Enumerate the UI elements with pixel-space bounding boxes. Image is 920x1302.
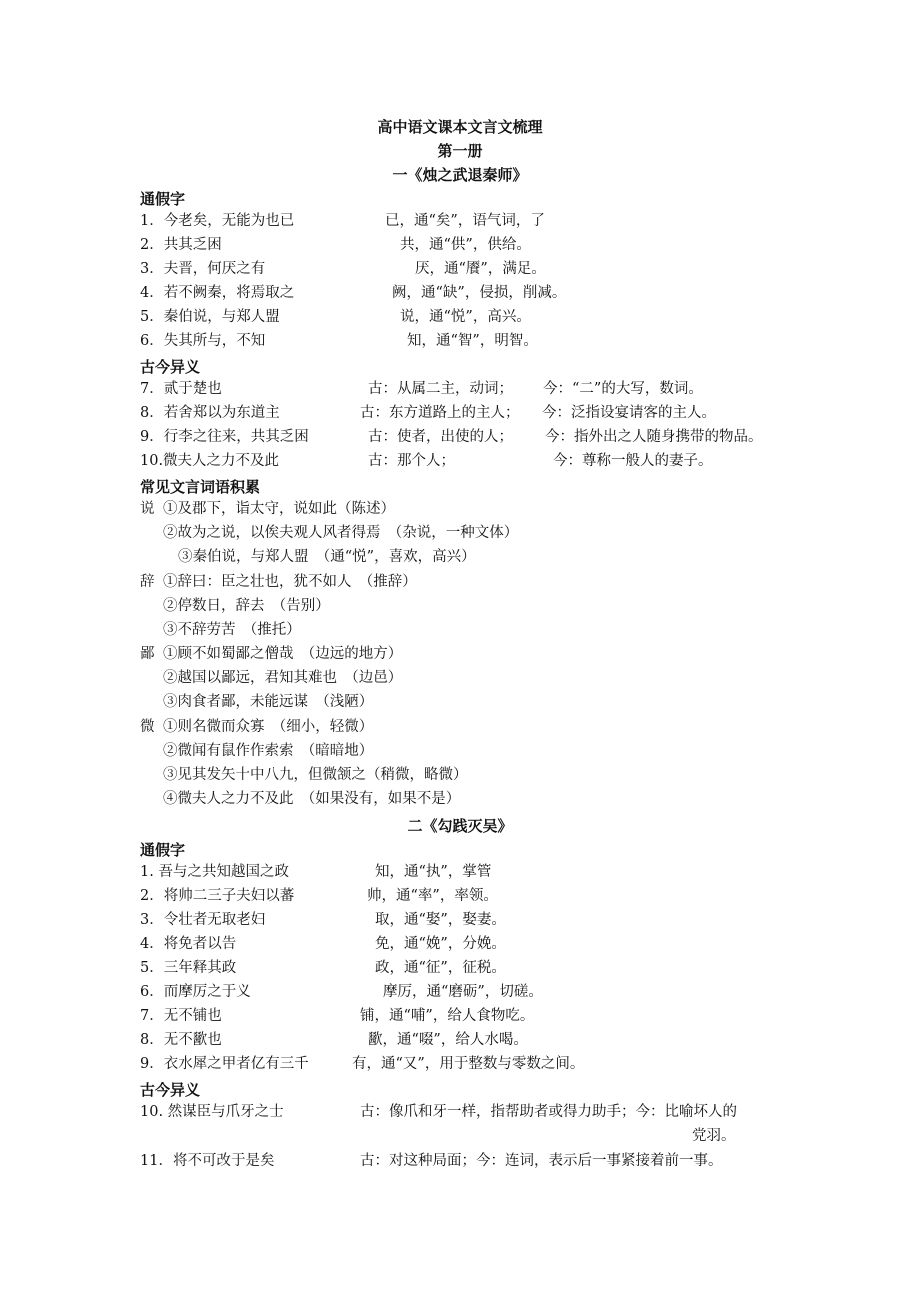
l2-tj-6-sentence: 6．而摩厉之于义	[140, 984, 251, 1000]
l2-tj-9-explain: 有，通“又”，用于整数与零数之间。	[352, 1056, 585, 1072]
l1-gj-8-modern: 今：泛指设宴请客的主人。	[542, 405, 716, 421]
ciyu-word-bi: 鄙	[140, 646, 155, 662]
ciyu-ci-1: ①辞曰：臣之壮也，犹不如人 （推辞）	[163, 574, 417, 590]
l1-tj-1-explain: 已，通“矣”，语气词，了	[385, 213, 545, 229]
l2-gj-11-sentence: 11．将不可改于是矣	[140, 1153, 275, 1169]
ciyu-word-ci: 辞	[140, 574, 155, 590]
l1-tj-4-explain: 阙，通“缺”，侵损，削减。	[392, 285, 567, 301]
l1-tj-2-sentence: 2．共其乏困	[140, 237, 222, 253]
l2-tj-3-sentence: 3．令壮者无取老妇	[140, 912, 266, 928]
l1-tj-2-explain: 共，通“供”，供给。	[400, 237, 531, 253]
ciyu-wei-1: ①则名微而众寡 （细小，轻微）	[163, 719, 374, 735]
l1-tj-5-explain: 说，通“悦”，高兴。	[400, 309, 531, 325]
ciyu-bi-2: ②越国以鄙远，君知其难也 （边邑）	[163, 670, 403, 686]
lesson2-gujin-heading: 古今异义	[140, 1081, 201, 1099]
l1-tj-5-sentence: 5．秦伯说，与郑人盟	[140, 309, 280, 325]
l2-tj-2-sentence: 2．将帅二三子夫妇以蕃	[140, 888, 295, 904]
l1-gj-8-sentence: 8．若舍郑以为东道主	[140, 405, 280, 421]
ciyu-wei-4: ④微夫人之力不及此 （如果没有，如果不是）	[163, 791, 461, 807]
l1-tj-4-sentence: 4．若不阙秦，将焉取之	[140, 285, 295, 301]
ciyu-wei-3: ③见其发矢十中八九，但微颔之（稍微，略微）	[163, 767, 468, 783]
l1-tj-3-sentence: 3．夫晋，何厌之有	[140, 261, 266, 277]
l2-tj-4-explain: 免，通“娩”，分娩。	[375, 936, 506, 952]
l2-tj-6-explain: 摩厉，通“磨砺”，切磋。	[383, 984, 543, 1000]
doc-title: 高中语文课本文言文梳理	[377, 118, 543, 136]
ciyu-shuo-3: ③秦伯说，与郑人盟 （通“悦”，喜欢，高兴）	[178, 549, 476, 565]
l1-gj-10-modern: 今：尊称一般人的妻子。	[553, 453, 713, 469]
l2-tj-1-sentence: 1. 吾与之共知越国之政	[140, 864, 289, 880]
ciyu-word-wei: 微	[140, 719, 155, 735]
l1-gj-9-sentence: 9．行李之往来，共其乏困	[140, 429, 309, 445]
lesson2-tongjia-heading: 通假字	[140, 841, 186, 859]
l1-gj-7-sentence: 7．贰于楚也	[140, 381, 222, 397]
lesson1-ciyu-heading: 常见文言词语积累	[140, 478, 261, 496]
l2-tj-7-sentence: 7．无不铺也	[140, 1008, 222, 1024]
lesson1-title: 一《烛之武退秦师》	[392, 166, 528, 184]
l2-gj-11-meaning: 古：对这种局面；今：连词，表示后一事紧接着前一事。	[360, 1153, 723, 1169]
ciyu-shuo-1: ①及郡下，诣太守，说如此（陈述）	[163, 501, 395, 517]
ciyu-ci-3: ③不辞劳苦 （推托）	[163, 622, 301, 638]
l1-gj-7-modern: 今：“二”的大写，数词。	[543, 381, 703, 397]
l2-tj-1-explain: 知，通“执”，掌管	[375, 864, 492, 880]
l2-tj-9-sentence: 9．衣水犀之甲者亿有三千	[140, 1056, 309, 1072]
l2-tj-4-sentence: 4．将免者以告	[140, 936, 237, 952]
l2-tj-5-sentence: 5．三年释其政	[140, 960, 237, 976]
l1-tj-6-sentence: 6．失其所与，不知	[140, 333, 266, 349]
l2-tj-3-explain: 取，通“娶”，娶妻。	[375, 912, 506, 928]
l2-gj-10-sentence: 10. 然谋臣与爪牙之士	[140, 1104, 284, 1120]
lesson2-title: 二《勾践灭吴》	[407, 817, 513, 835]
l2-tj-2-explain: 帅，通“率”，率领。	[367, 888, 498, 904]
ciyu-word-shuo: 说	[140, 501, 155, 517]
l2-tj-7-explain: 铺，通“哺”，给人食物吃。	[360, 1008, 535, 1024]
l1-tj-3-explain: 厌，通“餍”，满足。	[415, 261, 546, 277]
l1-gj-9-modern: 今：指外出之人随身携带的物品。	[545, 429, 763, 445]
l1-gj-7-ancient: 古：从属二主，动词；	[368, 381, 513, 397]
ciyu-bi-1: ①顾不如蜀鄙之僧哉 （边远的地方）	[163, 646, 403, 662]
l2-gj-10-meaning-cont: 党羽。	[692, 1128, 736, 1144]
l2-gj-10-meaning: 古：像爪和牙一样，指帮助者或得力助手；今：比喻坏人的	[360, 1104, 737, 1120]
l1-gj-10-ancient: 古：那个人；	[368, 453, 455, 469]
l1-gj-10-sentence: 10.微夫人之力不及此	[140, 453, 280, 469]
l2-tj-5-explain: 政，通“征”，征税。	[375, 960, 506, 976]
l2-tj-8-explain: 歠，通“啜”，给人水喝。	[368, 1032, 528, 1048]
l1-tj-1-sentence: 1．今老矣，无能为也已	[140, 213, 295, 229]
l1-gj-9-ancient: 古：使者，出使的人；	[368, 429, 513, 445]
lesson1-gujin-heading: 古今异义	[140, 358, 201, 376]
book-title: 第一册	[437, 142, 483, 160]
l1-gj-8-ancient: 古：东方道路上的主人；	[360, 405, 520, 421]
l2-tj-8-sentence: 8．无不歠也	[140, 1032, 222, 1048]
ciyu-bi-3: ③肉食者鄙，未能远谋 （浅陋）	[163, 694, 374, 710]
lesson1-tongjia-heading: 通假字	[140, 190, 186, 208]
ciyu-shuo-2: ②故为之说，以俟夫观人风者得焉 （杂说，一种文体）	[163, 525, 519, 541]
ciyu-wei-2: ②微闻有鼠作作索索 （暗暗地）	[163, 743, 374, 759]
ciyu-ci-2: ②停数日，辞去 （告别）	[163, 598, 330, 614]
l1-tj-6-explain: 知，通“智”，明智。	[407, 333, 538, 349]
